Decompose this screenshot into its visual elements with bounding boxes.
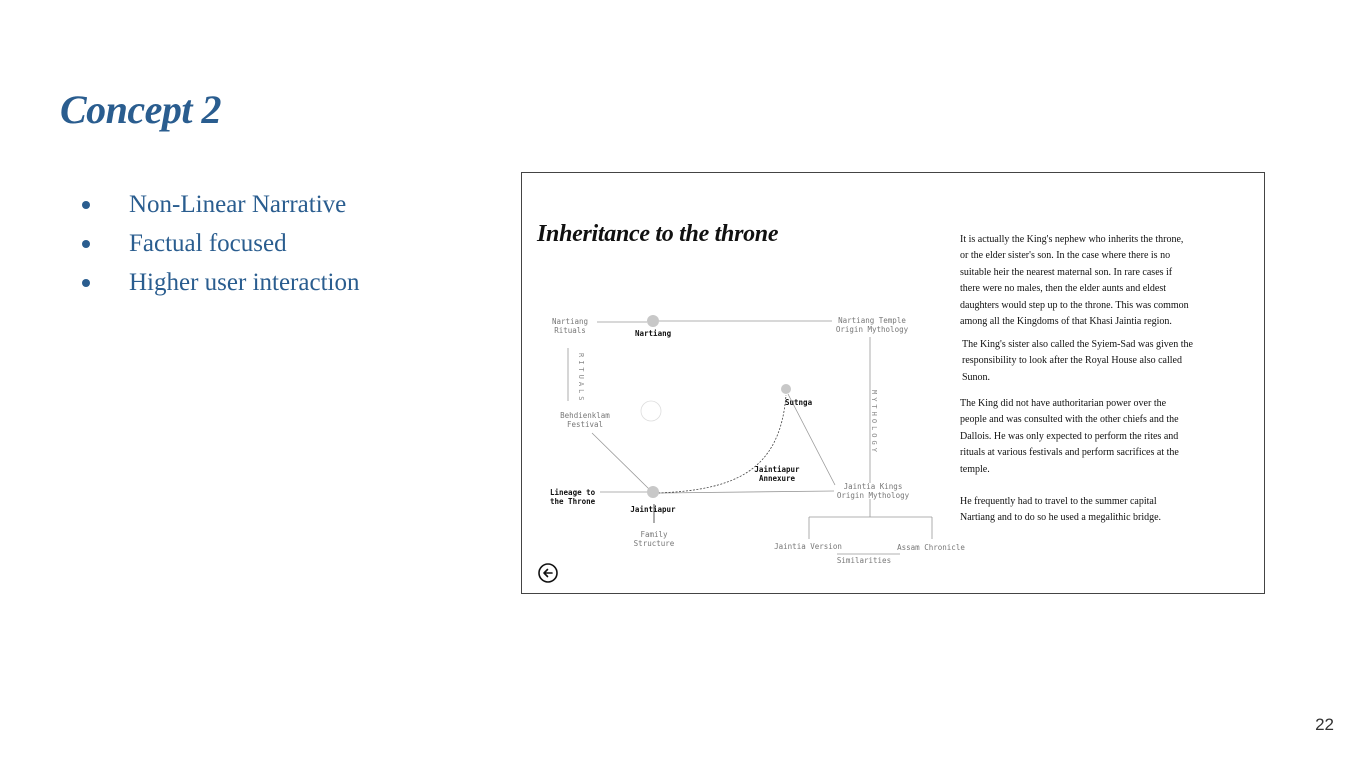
label-similarities: Similarities — [836, 556, 892, 565]
paragraph-4: He frequently had to travel to the summer capital Nartiang and to do so he used a megalithic bridge. — [960, 496, 1162, 524]
bullet-text: Higher user interaction — [129, 269, 360, 296]
paragraph-2: The King's sister also called the Syiem-Sad was given the responsibility to look after the Royal House also called Sunon. — [962, 339, 1193, 383]
bullet-list — [82, 188, 359, 305]
label-assam-chronicle: Assam Chronicle — [897, 543, 965, 552]
paragraph-3: The King did not have authoritarian power over the people and was consulted with the other chiefs and the Dallois. He was only expected to perform the rites and rituals at various festivals and perform sacrifices at the temple. — [960, 398, 1179, 475]
rituals-axis-label: RITUALS — [577, 353, 585, 404]
label-nartiang-rituals-2: Rituals — [554, 326, 586, 335]
label-jaintiapur: Jaintiapur — [630, 505, 676, 514]
label-annexure-2: Annexure — [758, 474, 796, 483]
label-family-1: Family — [640, 530, 668, 539]
mockup-title: Inheritance to the throne — [537, 221, 779, 247]
label-annexure-1: Jaintiapur — [754, 465, 800, 474]
label-jaintia-kings-1: Jaintia Kings — [843, 482, 903, 491]
label-family-2: Structure — [633, 539, 675, 548]
label-lineage-2: the Throne — [550, 497, 596, 506]
bullet-text: Non-Linear Narrative — [129, 191, 347, 218]
bullet-text: Factual focused — [129, 230, 287, 257]
back-arrow-icon[interactable] — [538, 563, 558, 583]
label-behdienklam-1: Behdienklam — [560, 411, 610, 420]
bullet-dot — [82, 201, 90, 209]
node-empty-marker — [641, 401, 661, 421]
label-lineage-1: Lineage to — [550, 488, 596, 497]
page-number: 22 — [1315, 715, 1334, 734]
slide-title: Concept 2 — [60, 87, 222, 132]
label-behdienklam-2: Festival — [566, 420, 604, 429]
label-sutnga: Sutnga — [785, 398, 813, 407]
label-nartiang-rituals-1: Nartiang — [551, 317, 589, 326]
bullet-item — [82, 227, 359, 266]
paragraph-1: It is actually the King's nephew who inherits the throne, or the elder sister's son. In the case where there is no suitable heir the nearest maternal son. In rare cases if there were no males, then the elder aunts and eldest daughters would step up to the throne. This was common among all the Kingdoms of that Khasi Jaintia region. — [960, 234, 1189, 328]
label-jaintia-kings-2: Origin Mythology — [836, 491, 910, 500]
node-sutnga — [781, 384, 791, 394]
bullet-dot — [82, 279, 90, 287]
ui-mockup-panel — [521, 172, 1265, 594]
bullet-item — [82, 266, 359, 305]
bullet-item — [82, 188, 359, 227]
node-jaintiapur — [647, 486, 659, 498]
bullet-dot — [82, 240, 90, 248]
label-jaintia-version: Jaintia Version — [774, 542, 842, 551]
label-temple-2: Origin Mythology — [835, 325, 909, 334]
edge-festival-jaintiapur — [592, 433, 649, 489]
node-nartiang — [647, 315, 659, 327]
label-nartiang: Nartiang — [635, 329, 672, 338]
label-temple-1: Nartiang Temple — [838, 316, 906, 325]
mythology-axis-label: MYTHOLOGY — [870, 390, 878, 455]
